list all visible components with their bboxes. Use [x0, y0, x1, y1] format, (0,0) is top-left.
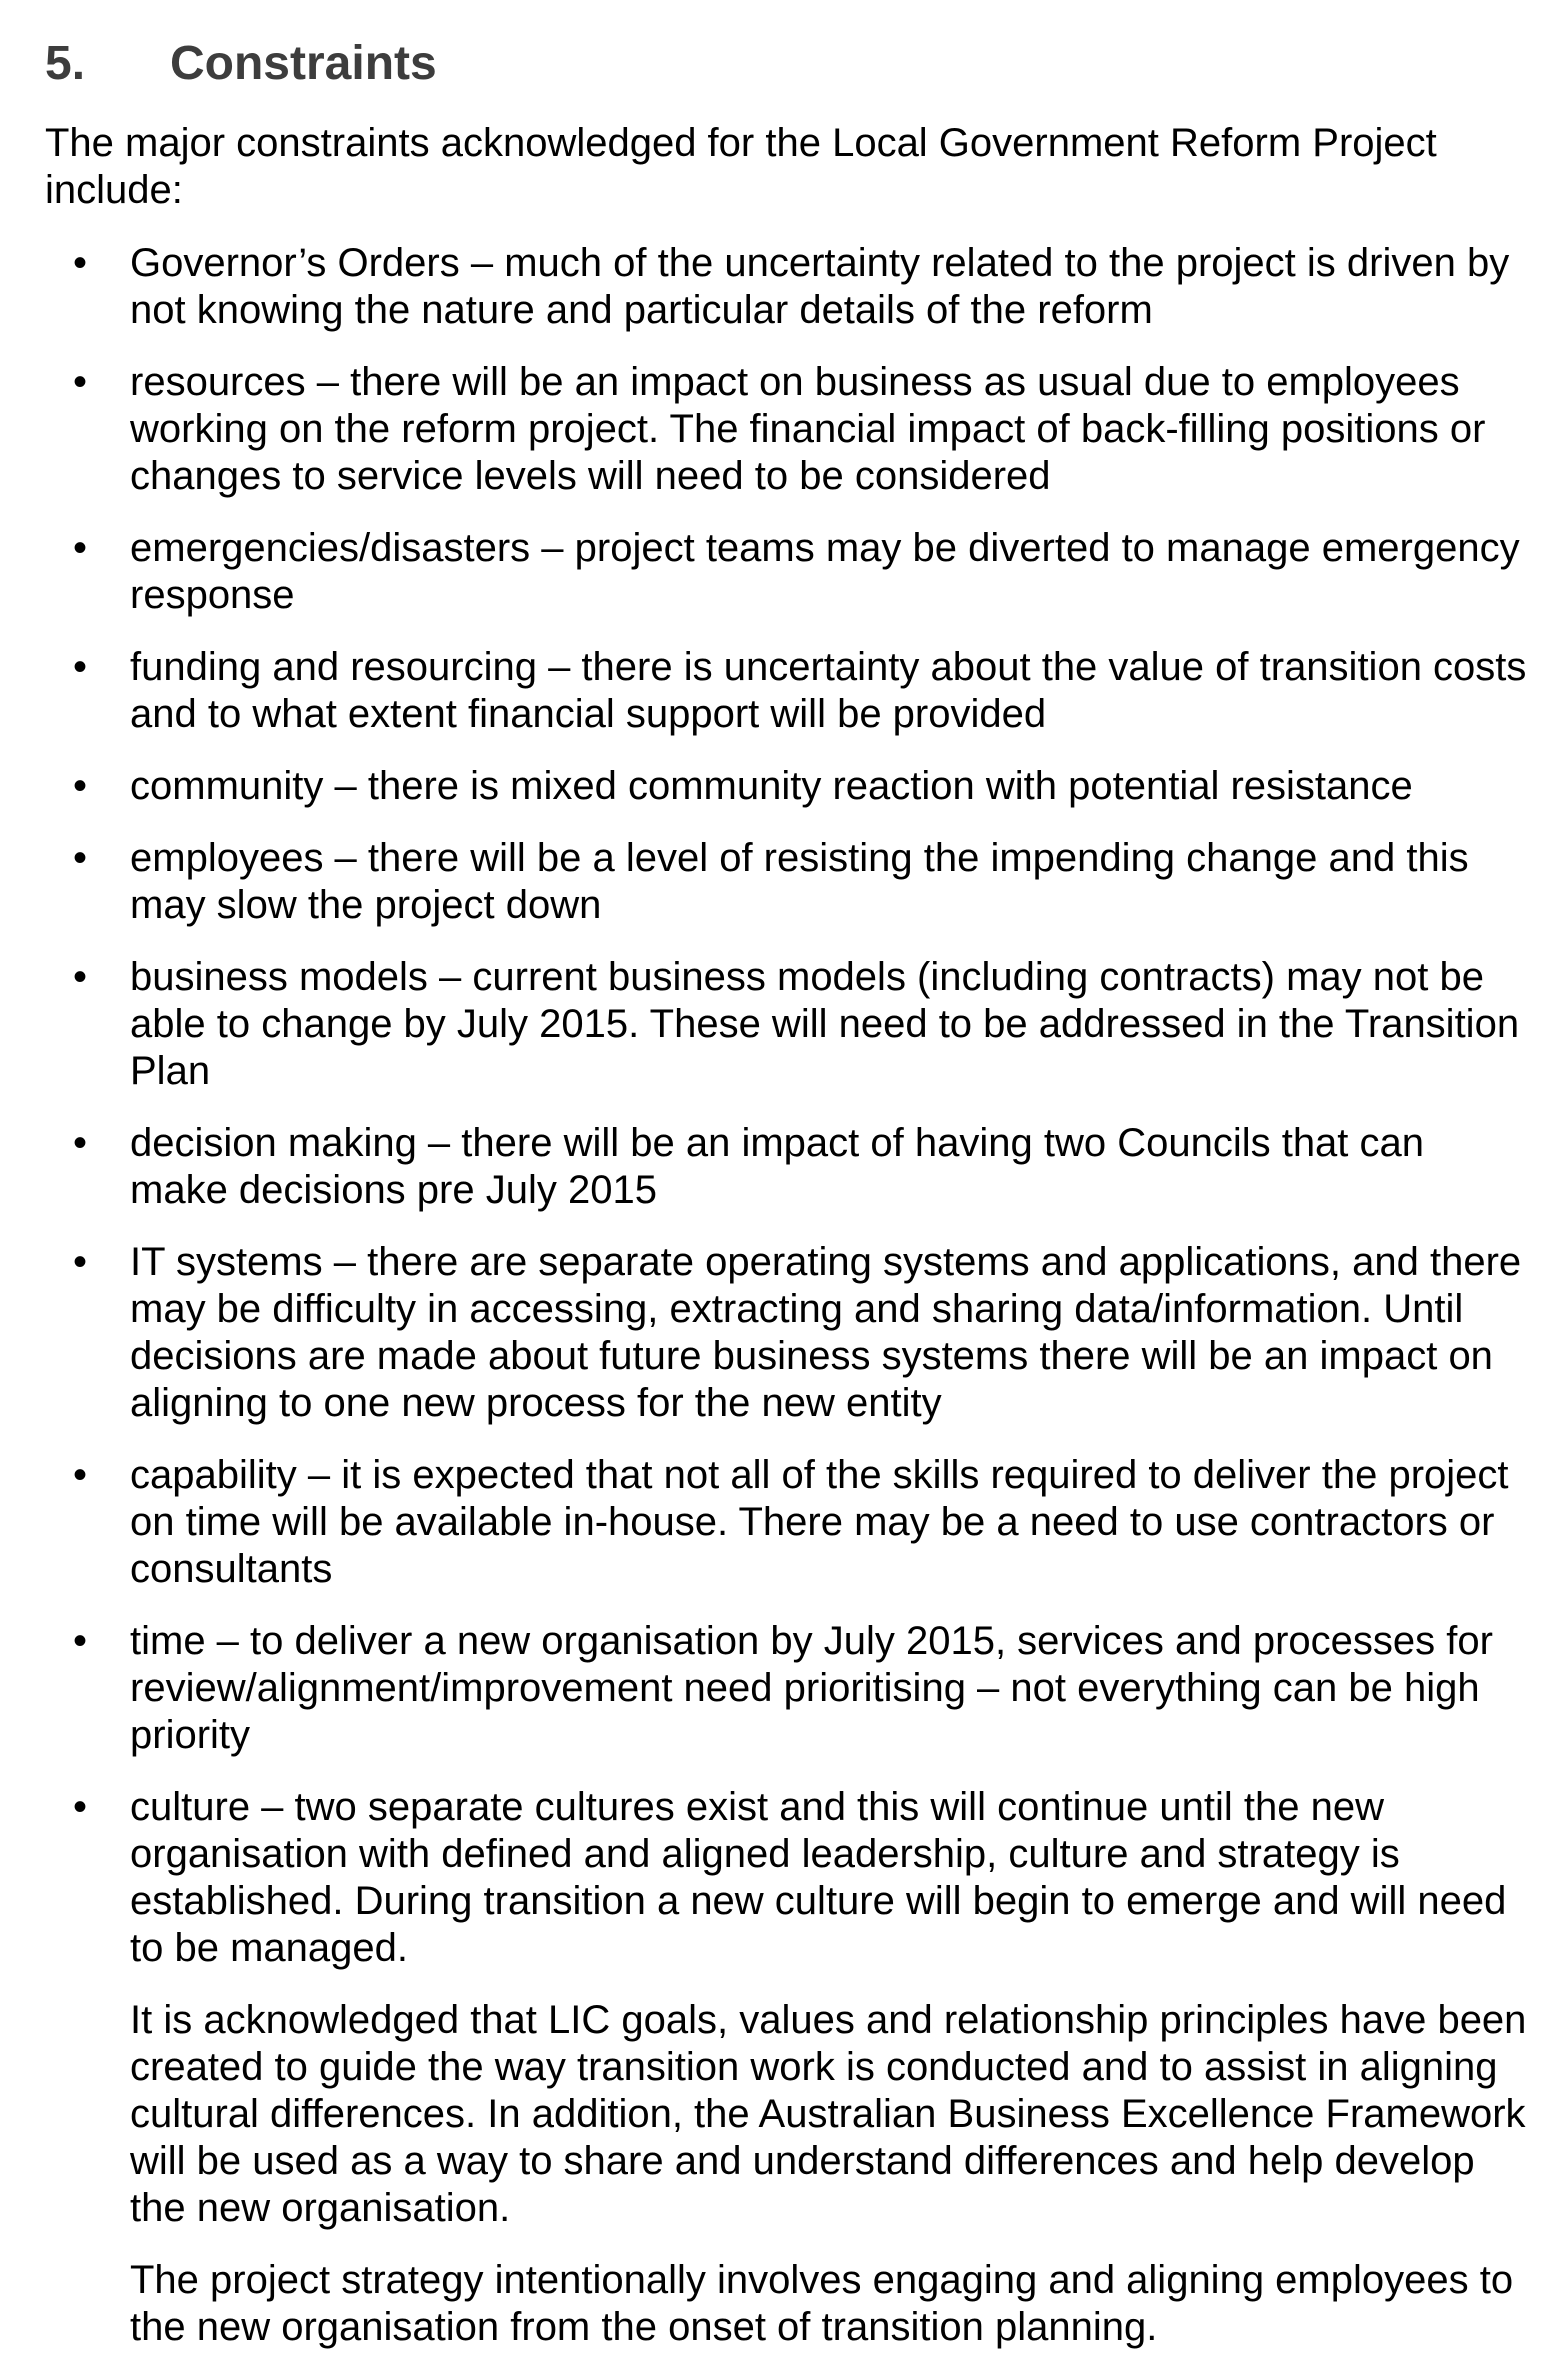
- bullet-icon: •: [73, 1619, 88, 1663]
- constraint-text: business models – current business models (including contracts) may not be able to change by July 2015. These will need to be addressed in the Transition Plan: [130, 955, 1520, 1093]
- constraint-list: [45, 240, 1530, 1972]
- constraint-text: emergencies/disasters – project teams may be diverted to manage emergency response: [130, 526, 1520, 617]
- constraint-text: Governor’s Orders – much of the uncertainty related to the project is driven by not knowing the nature and particular details of the reform: [130, 241, 1510, 332]
- bullet-icon: •: [73, 645, 88, 689]
- list-item: [45, 525, 1530, 619]
- list-item: [45, 1239, 1530, 1427]
- bullet-icon: •: [73, 360, 88, 404]
- intro-paragraph: The major constraints acknowledged for the Local Government Reform Project include:: [45, 121, 1437, 212]
- bullet-icon: •: [73, 1785, 88, 1829]
- list-item: [45, 644, 1530, 738]
- bullet-icon: •: [73, 836, 88, 880]
- bullet-icon: •: [73, 764, 88, 808]
- bullet-icon: •: [73, 1121, 88, 1165]
- constraint-text: funding and resourcing – there is uncertainty about the value of transition costs and to what extent financial support will be provided: [130, 645, 1527, 736]
- list-item: [45, 763, 1530, 810]
- list-item: [45, 1618, 1530, 1759]
- section-number: 5.: [45, 37, 86, 90]
- constraint-text: capability – it is expected that not all of the skills required to deliver the project on time will be available in-house. There may be a need to use contractors or consultants: [130, 1453, 1509, 1591]
- constraint-text: culture – two separate cultures exist and this will continue until the new organisation with defined and aligned leadership, culture and strategy is established. During transition a new culture will begin to emerge and will need to be managed.: [130, 1785, 1507, 1970]
- bullet-icon: •: [73, 1240, 88, 1284]
- closing-paragraph: It is acknowledged that LIC goals, values and relationship principles have been created to guide the way transition work is conducted and to assist in aligning cultural differences. In addition, the Australian Business Excellence Framework will be used as a way to share and understand differences and help develop the new organisation.: [130, 1998, 1527, 2230]
- constraint-text: community – there is mixed community reaction with potential resistance: [130, 764, 1413, 808]
- constraint-text: IT systems – there are separate operating systems and applications, and there may be difficulty in accessing, extracting and sharing data/information. Until decisions are made about future business systems there will be an impact on aligning to one new process for the new entity: [130, 1240, 1522, 1425]
- constraint-text: time – to deliver a new organisation by July 2015, services and processes for review/alignment/improvement need prioritising – not everything can be high priority: [130, 1619, 1493, 1757]
- constraint-text: resources – there will be an impact on business as usual due to employees working on the reform project. The financial impact of back-filling positions or changes to service levels will need to be considered: [130, 360, 1486, 498]
- bullet-icon: •: [73, 955, 88, 999]
- list-item: [45, 954, 1530, 1095]
- list-item: [45, 1452, 1530, 1593]
- list-item: [45, 240, 1530, 334]
- closing-paragraph: The project strategy intentionally involves engaging and aligning employees to the new organisation from the onset of transition planning.: [130, 2258, 1514, 2349]
- bullet-icon: •: [73, 241, 88, 285]
- list-item: [45, 1120, 1530, 1214]
- section-heading: [45, 36, 1530, 92]
- bullet-icon: •: [73, 526, 88, 570]
- bullet-icon: •: [73, 1453, 88, 1497]
- list-item: [45, 835, 1530, 929]
- list-item: [45, 1784, 1530, 1972]
- constraint-text: employees – there will be a level of resisting the impending change and this may slow the project down: [130, 836, 1469, 927]
- page-title: Constraints: [170, 37, 437, 90]
- constraint-text: decision making – there will be an impact of having two Councils that can make decisions pre July 2015: [130, 1121, 1425, 1212]
- list-item: [45, 359, 1530, 500]
